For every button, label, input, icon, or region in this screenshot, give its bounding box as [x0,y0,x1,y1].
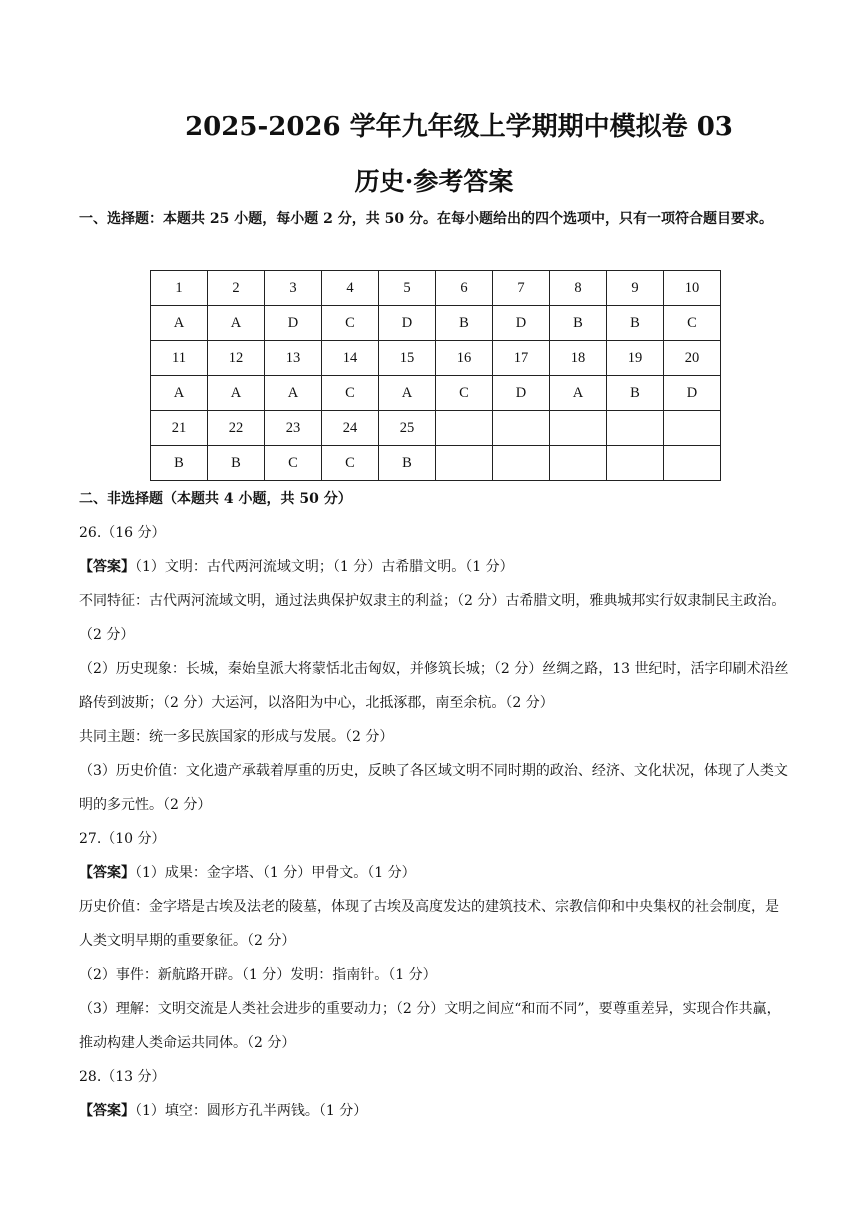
answer-table-cell: 1 [151,271,208,306]
answer-line: （2）事件：新航路开辟。（1 分）发明：指南针。（1 分） [79,967,437,983]
section-heading-non-choice: 二、非选择题（本题共 4 小题，共 50 分） [79,491,352,507]
question-number: 28.（13 分） [79,1069,166,1085]
answer-table-cell: C [265,446,322,481]
answer-table-row [151,306,721,341]
answer-table-cell: C [322,446,379,481]
answer-table-cell: A [208,306,265,341]
answer-table-cell [550,411,607,446]
answer-table-cell: 4 [322,271,379,306]
answer-table-cell [493,411,550,446]
answer-line [79,856,791,890]
answer-table-row [151,376,721,411]
answer-table-cell [550,446,607,481]
answer-table-cell: B [607,306,664,341]
answer-table-cell: 15 [379,341,436,376]
answer-table-cell: D [379,306,436,341]
answer-table-cell [664,446,721,481]
answer-table-cell: 2 [208,271,265,306]
answer-line: 不同特征：古代两河流域文明，通过法典保护奴隶主的利益；（2 分）古希腊文明，雅典城邦实行奴隶制民主政治。（2 分） [79,593,786,643]
answer-table-cell: A [379,376,436,411]
answer-table-cell: 5 [379,271,436,306]
answer-table-cell: 13 [265,341,322,376]
answer-table-cell: B [607,376,664,411]
answer-table-cell: B [208,446,265,481]
answer-table-cell: 8 [550,271,607,306]
answer-table [150,270,721,481]
answer-table-cell [607,411,664,446]
answer-table-cell: A [265,376,322,411]
answer-table-cell: C [322,376,379,411]
answer-table-row [151,341,721,376]
answer-table-cell: 11 [151,341,208,376]
answer-table-cell: 6 [436,271,493,306]
answer-table-cell: A [151,306,208,341]
answer-table-cell: 10 [664,271,721,306]
answer-table-cell: D [265,306,322,341]
answer-table-cell: B [379,446,436,481]
answer-table-cell: A [550,376,607,411]
answer-line: （3）理解：文明交流是人类社会进步的重要动力；（2 分）文明之间应“和而不同”，要尊重差异，实现合作共赢，推动构建人类命运共同体。（2 分） [79,1001,781,1051]
answer-table-cell: 7 [493,271,550,306]
answer-line [79,550,791,584]
answer-table-row [151,411,721,446]
answer-table-cell [664,411,721,446]
answer-table-cell: C [436,376,493,411]
answer-line: 历史价值：金字塔是古埃及法老的陵墓，体现了古埃及高度发达的建筑技术、宗教信仰和中央集权的社会制度，是人类文明早期的重要象征。（2 分） [79,899,779,949]
question-number: 26.（16 分） [79,525,166,541]
answer-table-cell: 21 [151,411,208,446]
document-title: 2025-2026 学年九年级上学期期中模拟卷 03 [185,112,733,142]
answer-tag: 【答案】 [79,559,135,575]
answer-table-cell: 24 [322,411,379,446]
answer-table-cell: 17 [493,341,550,376]
answer-table-cell: B [550,306,607,341]
answer-table-cell: A [151,376,208,411]
answer-text: （1）填空：圆形方孔半两钱。（1 分） [135,1103,368,1119]
answer-line [79,1094,791,1128]
answer-table-cell: C [322,306,379,341]
answer-table-cell [436,446,493,481]
answer-table-cell: A [208,376,265,411]
answer-table-cell: C [664,306,721,341]
answer-table-cell: 12 [208,341,265,376]
answer-table-cell: D [493,376,550,411]
answer-table-row [151,271,721,306]
answer-line: （3）历史价值：文化遗产承载着厚重的历史，反映了各区域文明不同时期的政治、经济、文化状况，体现了人类文明的多元性。（2 分） [79,763,788,813]
answer-table-cell: D [493,306,550,341]
answer-table-cell: 20 [664,341,721,376]
answer-table-cell [436,411,493,446]
answer-table-cell: B [151,446,208,481]
answer-table-cell: B [436,306,493,341]
answer-table-cell: 19 [607,341,664,376]
answer-tag: 【答案】 [79,1103,135,1119]
answer-table-cell: 16 [436,341,493,376]
answer-table-cell: 9 [607,271,664,306]
answer-body [79,516,791,1128]
section-heading-choice: 一、选择题：本题共 25 小题，每小题 2 分，共 50 分。在每小题给出的四个选项中，只有一项符合题目要求。 [79,211,773,227]
answer-table-cell [493,446,550,481]
answer-table-cell: 18 [550,341,607,376]
answer-table-cell: D [664,376,721,411]
answer-tag: 【答案】 [79,865,135,881]
document-subtitle: 历史·参考答案 [354,167,514,196]
question-number: 27.（10 分） [79,831,166,847]
answer-line: （2）历史现象：长城，秦始皇派大将蒙恬北击匈奴，并修筑长城；（2 分）丝绸之路，13 世纪时，活字印刷术沿丝路传到波斯；（2 分）大运河，以洛阳为中心，北抵涿郡，南至余杭。（2 分） [79,661,789,711]
answer-line: 共同主题：统一多民族国家的形成与发展。（2 分） [79,729,394,745]
answer-table-cell: 14 [322,341,379,376]
answer-table-cell: 25 [379,411,436,446]
answer-table-cell: 3 [265,271,322,306]
answer-table-cell [607,446,664,481]
answer-text: （1）文明：古代两河流域文明；（1 分）古希腊文明。（1 分） [135,559,514,575]
answer-table-cell: 22 [208,411,265,446]
answer-table-row [151,446,721,481]
answer-text: （1）成果：金字塔、（1 分）甲骨文。（1 分） [135,865,416,881]
answer-table-cell: 23 [265,411,322,446]
